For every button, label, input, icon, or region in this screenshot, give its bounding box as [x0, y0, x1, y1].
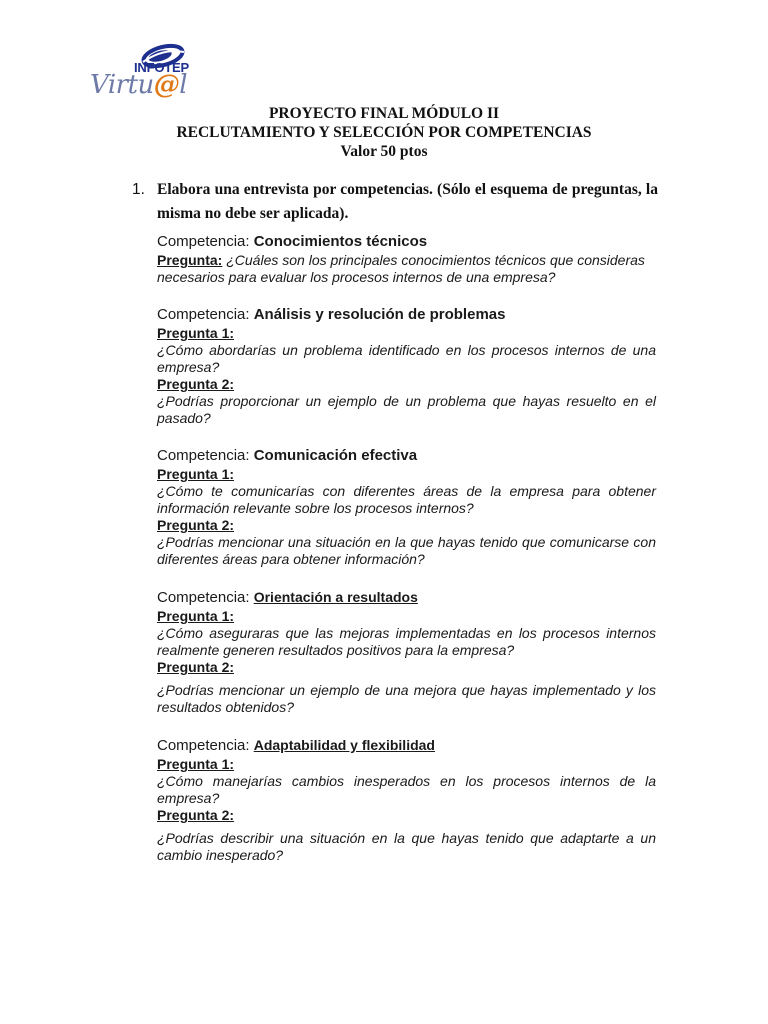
question-text: ¿Cómo abordarías un problema identificado en los procesos internos de una empresa?: [157, 342, 656, 375]
question-label: Pregunta 2:: [157, 376, 235, 392]
question-text: ¿Cómo te comunicarías con diferentes áreas de la empresa para obtener información relevante sobre los procesos internos?: [157, 483, 656, 516]
question-label: Pregunta 1:: [157, 325, 235, 341]
competency-section: [157, 305, 656, 427]
question-label: Pregunta 1:: [157, 756, 235, 772]
question-label: Pregunta 1:: [157, 608, 235, 624]
main-question: [132, 178, 658, 226]
header-subtitle: RECLUTAMIENTO Y SELECCIÓN POR COMPETENCIAS: [176, 124, 592, 141]
question-block: [157, 252, 656, 286]
document-header: [0, 104, 768, 161]
competency-name: Conocimientos técnicos: [253, 233, 428, 250]
question-number: 1.: [132, 181, 145, 198]
infotep-virtual-logo: [88, 42, 198, 102]
competency-heading: Competencia: Adaptabilidad y flexibilidad: [157, 737, 435, 754]
competency-section: [157, 735, 656, 864]
question-label: Pregunta:: [157, 252, 223, 268]
question-label: Pregunta 2:: [157, 517, 235, 533]
competency-section: [157, 587, 656, 716]
competency-heading: Competencia: Orientación a resultados: [157, 589, 418, 606]
header-title: PROYECTO FINAL MÓDULO II: [268, 105, 500, 122]
competency-heading: Competencia: Conocimientos técnicos: [157, 233, 428, 250]
question-text: ¿Podrías describir una situación en la que hayas tenido que adaptarte a un cambio inesperado?: [157, 830, 656, 863]
competency-name: Adaptabilidad y flexibilidad: [253, 737, 435, 753]
question-text: ¿Podrías mencionar una situación en la que hayas tenido que comunicarse con diferentes áreas para obtener información?: [157, 534, 656, 567]
competency-heading: Competencia: Análisis y resolución de problemas: [157, 306, 506, 323]
question-label: Pregunta 2:: [157, 659, 235, 675]
question-text: Elabora una entrevista por competencias. (Sólo el esquema de preguntas, la misma no debe ser aplicada).: [157, 181, 658, 222]
question-text: ¿Cómo manejarías cambios inesperados en los procesos internos de la empresa?: [157, 773, 656, 806]
question-text: ¿Cómo aseguraras que las mejoras implementadas en los procesos internos realmente generen resultados positivos para la empresa?: [157, 625, 656, 658]
competency-name: Comunicación efectiva: [253, 447, 418, 464]
question-label: Pregunta 1:: [157, 466, 235, 482]
question-text: ¿Cuáles son los principales conocimientos técnicos que consideras necesarios para evaluar los procesos internos de una empresa?: [157, 252, 645, 285]
competency-name: Análisis y resolución de problemas: [253, 306, 506, 323]
header-value: Valor 50 ptos: [340, 143, 428, 160]
competency-section: [157, 232, 656, 286]
competency-section: [157, 446, 656, 568]
competency-heading: Competencia: Comunicación efectiva: [157, 447, 418, 464]
question-text: ¿Podrías proporcionar un ejemplo de un problema que hayas resuelto en el pasado?: [157, 393, 656, 426]
question-label: Pregunta 2:: [157, 807, 235, 823]
logo-virtual-text: Virtu@l: [90, 70, 188, 100]
logo-brand-text: INFOTEP: [134, 60, 189, 75]
competency-name: Orientación a resultados: [253, 589, 418, 605]
competency-list: [157, 232, 656, 883]
question-text: ¿Podrías mencionar un ejemplo de una mejora que hayas implementado y los resultados obtenidos?: [157, 682, 656, 715]
